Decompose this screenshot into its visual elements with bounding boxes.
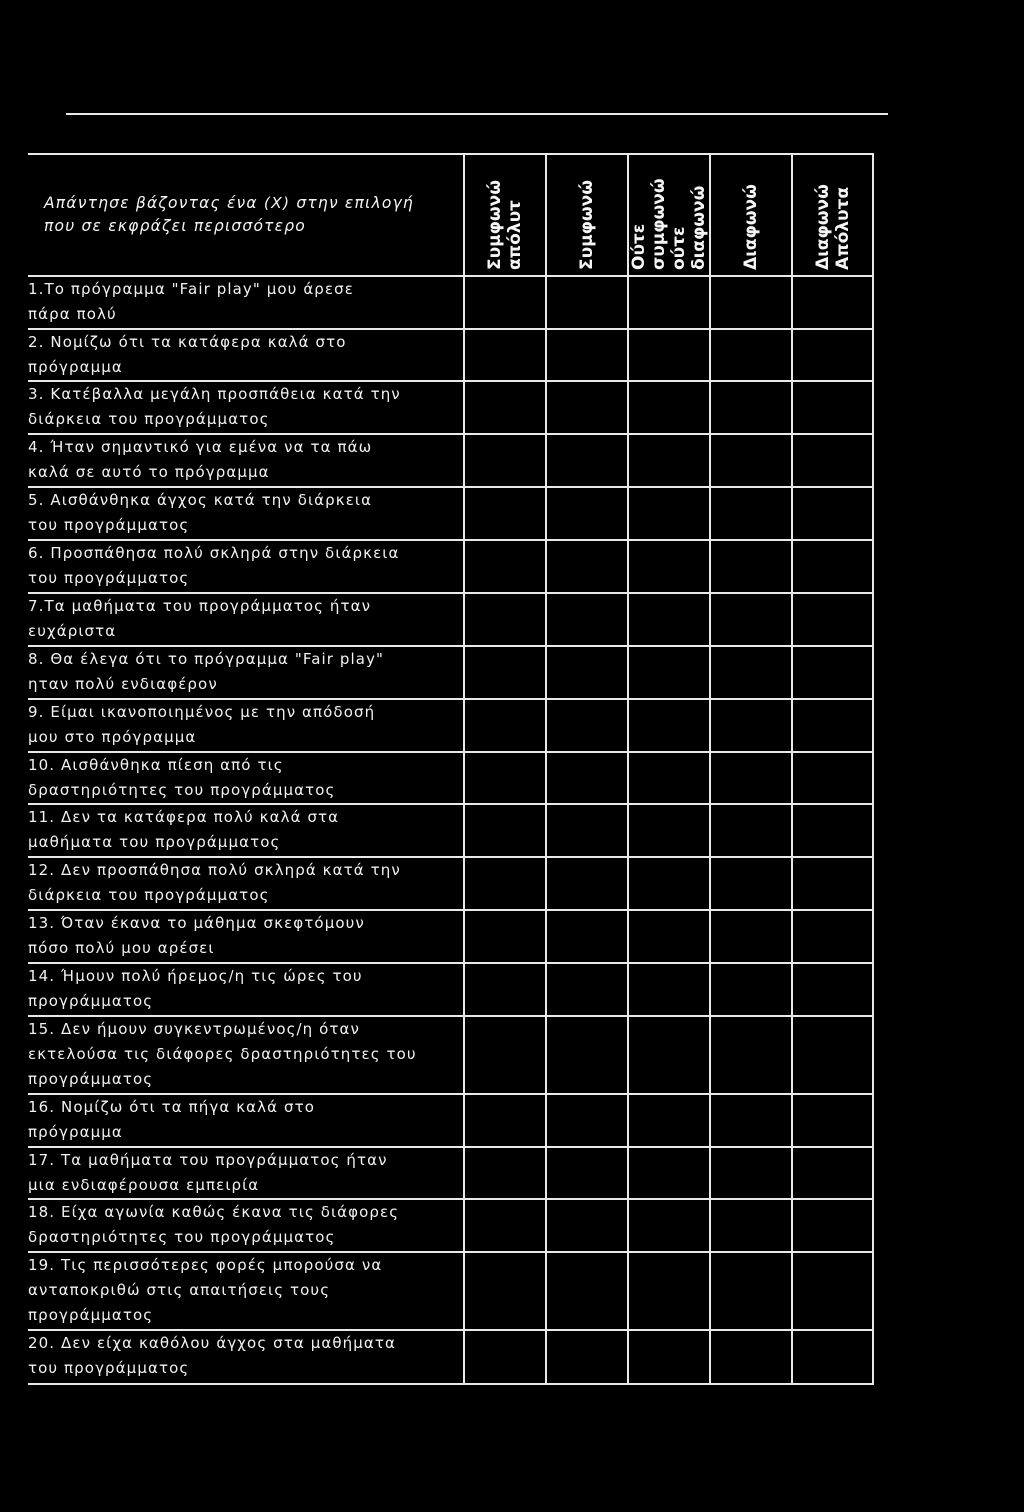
answer-cell-strongly-agree[interactable] [464,1094,546,1147]
question-row [28,963,873,1016]
answer-cell-disagree[interactable] [710,381,792,434]
top-rule [66,113,888,115]
answer-cell-agree[interactable] [546,329,628,381]
answer-cell-agree[interactable] [546,646,628,699]
question-text: 8. Θα έλεγα ότι το πρόγραμμα "Fair play" ηταν πολύ ενδιαφέρον [28,646,464,699]
answer-cell-agree[interactable] [546,593,628,646]
question-row [28,910,873,963]
answer-cell-strongly-agree[interactable] [464,593,546,646]
question-row [28,276,873,329]
answer-cell-strongly-disagree[interactable] [792,804,873,857]
column-header-label: Συμφωνώ [577,179,597,270]
question-text: 13. Όταν έκανα το μάθημα σκεφτόμουν πόσο πολύ μου αρέσει [28,910,464,963]
answer-cell-strongly-agree[interactable] [464,1147,546,1199]
answer-cell-strongly-disagree[interactable] [792,434,873,487]
answer-cell-strongly-disagree[interactable] [792,963,873,1016]
answer-cell-strongly-disagree[interactable] [792,1330,873,1384]
answer-cell-disagree[interactable] [710,857,792,910]
answer-cell-strongly-agree[interactable] [464,487,546,540]
answer-cell-strongly-agree[interactable] [464,1330,546,1384]
answer-cell-agree[interactable] [546,1016,628,1094]
answer-cell-neutral[interactable] [628,1199,710,1252]
question-text: 9. Είμαι ικανοποιημένος με την απόδοσή μου στο πρόγραμμα [28,699,464,752]
column-header-agree [546,154,628,276]
answer-cell-strongly-disagree[interactable] [792,752,873,804]
survey-table-wrapper [28,153,873,1375]
answer-cell-strongly-agree[interactable] [464,752,546,804]
answer-cell-agree[interactable] [546,1147,628,1199]
question-text: 2. Νομίζω ότι τα κατάφερα καλά στο πρόγραμμα [28,329,464,381]
question-row [28,804,873,857]
answer-cell-disagree[interactable] [710,540,792,593]
answer-cell-agree[interactable] [546,910,628,963]
answer-cell-agree[interactable] [546,963,628,1016]
answer-cell-strongly-agree[interactable] [464,381,546,434]
question-row [28,1252,873,1330]
answer-cell-strongly-disagree[interactable] [792,487,873,540]
answer-cell-agree[interactable] [546,540,628,593]
answer-cell-agree[interactable] [546,1094,628,1147]
answer-cell-strongly-agree[interactable] [464,276,546,329]
answer-cell-disagree[interactable] [710,1199,792,1252]
answer-cell-disagree[interactable] [710,646,792,699]
answer-cell-agree[interactable] [546,434,628,487]
answer-cell-disagree[interactable] [710,1016,792,1094]
answer-cell-agree[interactable] [546,857,628,910]
answer-cell-disagree[interactable] [710,910,792,963]
question-text: 18. Είχα αγωνία καθώς έκανα τις διάφορες δραστηριότητες του προγράμματος [28,1199,464,1252]
answer-cell-disagree[interactable] [710,276,792,329]
answer-cell-neutral[interactable] [628,963,710,1016]
question-row [28,646,873,699]
question-row [28,699,873,752]
answer-cell-disagree[interactable] [710,593,792,646]
question-row [28,434,873,487]
question-text: 20. Δεν είχα καθόλου άγχος στα μαθήματα του προγράμματος [28,1330,464,1384]
question-text: 16. Νομίζω ότι τα πήγα καλά στο πρόγραμμα [28,1094,464,1147]
answer-cell-disagree[interactable] [710,329,792,381]
answer-cell-agree[interactable] [546,804,628,857]
answer-cell-neutral[interactable] [628,699,710,752]
answer-cell-neutral[interactable] [628,329,710,381]
answer-cell-disagree[interactable] [710,963,792,1016]
answer-cell-neutral[interactable] [628,1016,710,1094]
question-text: 14. Ήμουν πολύ ήρεμος/η τις ώρες του προγράμματος [28,963,464,1016]
column-header-label: Διαφωνώ Απόλυτα [812,184,853,270]
answer-cell-neutral[interactable] [628,434,710,487]
answer-cell-disagree[interactable] [710,1094,792,1147]
instructions-text: Απάντησε βάζοντας ένα (X) στην επιλογή που σε εκφράζει περισσότερο [44,194,414,235]
answer-cell-agree[interactable] [546,276,628,329]
answer-cell-neutral[interactable] [628,1330,710,1384]
answer-cell-strongly-disagree[interactable] [792,1147,873,1199]
answer-cell-strongly-agree[interactable] [464,910,546,963]
question-text: 10. Αισθάνθηκα πίεση από τις δραστηριότητες του προγράμματος [28,752,464,804]
answer-cell-disagree[interactable] [710,699,792,752]
answer-cell-neutral[interactable] [628,593,710,646]
answer-cell-neutral[interactable] [628,1147,710,1199]
answer-cell-strongly-disagree[interactable] [792,857,873,910]
question-text: 1.Το πρόγραμμα "Fair play" μου άρεσε πάρα πολύ [28,276,464,329]
instructions-cell [28,154,464,276]
answer-cell-neutral[interactable] [628,1094,710,1147]
answer-cell-strongly-disagree[interactable] [792,329,873,381]
answer-cell-strongly-agree[interactable] [464,1016,546,1094]
column-header-strongly-agree [464,154,546,276]
answer-cell-strongly-disagree[interactable] [792,699,873,752]
question-text: 3. Κατέβαλλα μεγάλη προσπάθεια κατά την διάρκεια του προγράμματος [28,381,464,434]
answer-cell-neutral[interactable] [628,540,710,593]
answer-cell-strongly-agree[interactable] [464,434,546,487]
answer-cell-disagree[interactable] [710,434,792,487]
question-row [28,1016,873,1094]
answer-cell-strongly-disagree[interactable] [792,276,873,329]
answer-cell-agree[interactable] [546,1330,628,1384]
answer-cell-strongly-agree[interactable] [464,1252,546,1330]
answer-cell-strongly-agree[interactable] [464,329,546,381]
answer-cell-strongly-disagree[interactable] [792,1016,873,1094]
answer-cell-neutral[interactable] [628,1252,710,1330]
column-header-strongly-disagree [792,154,873,276]
question-row [28,540,873,593]
answer-cell-neutral[interactable] [628,276,710,329]
answer-cell-strongly-disagree[interactable] [792,1199,873,1252]
answer-cell-strongly-agree[interactable] [464,646,546,699]
answer-cell-disagree[interactable] [710,752,792,804]
question-text: 12. Δεν προσπάθησα πολύ σκληρά κατά την διάρκεια του προγράμματος [28,857,464,910]
answer-cell-strongly-disagree[interactable] [792,1252,873,1330]
question-row [28,381,873,434]
question-text: 4. Ήταν σημαντικό για εμένα να τα πάω καλά σε αυτό το πρόγραμμα [28,434,464,487]
answer-cell-strongly-agree[interactable] [464,857,546,910]
question-row [28,752,873,804]
answer-cell-strongly-disagree[interactable] [792,1094,873,1147]
answer-cell-strongly-agree[interactable] [464,540,546,593]
question-row [28,1199,873,1252]
question-row [28,593,873,646]
question-row [28,1147,873,1199]
column-header-disagree [710,154,792,276]
answer-cell-neutral[interactable] [628,487,710,540]
answer-cell-strongly-disagree[interactable] [792,910,873,963]
question-text: 7.Τα μαθήματα του προγράμματος ήταν ευχάριστα [28,593,464,646]
answer-cell-strongly-disagree[interactable] [792,646,873,699]
column-header-label: Ούτε συμφωνώ ούτε διαφωνώ [629,178,709,270]
header-row [28,154,873,276]
column-header-label: Διαφωνώ [741,184,761,270]
question-row [28,487,873,540]
answer-cell-disagree[interactable] [710,1330,792,1384]
question-text: 19. Τις περισσότερες φορές μπορούσα να ανταποκριθώ στις απαιτήσεις τους προγράμματος [28,1252,464,1330]
answer-cell-agree[interactable] [546,381,628,434]
answer-cell-disagree[interactable] [710,804,792,857]
question-row [28,1330,873,1384]
answer-cell-strongly-agree[interactable] [464,699,546,752]
answer-cell-neutral[interactable] [628,752,710,804]
answer-cell-disagree[interactable] [710,1252,792,1330]
answer-cell-strongly-agree[interactable] [464,804,546,857]
answer-cell-agree[interactable] [546,1199,628,1252]
question-row [28,857,873,910]
answer-cell-neutral[interactable] [628,646,710,699]
question-row [28,1094,873,1147]
question-row [28,329,873,381]
answer-cell-strongly-disagree[interactable] [792,381,873,434]
answer-cell-agree[interactable] [546,1252,628,1330]
answer-cell-disagree[interactable] [710,1147,792,1199]
answer-cell-disagree[interactable] [710,487,792,540]
question-text: 17. Τα μαθήματα του προγράμματος ήταν μια ενδιαφέρουσα εμπειρία [28,1147,464,1199]
answer-cell-agree[interactable] [546,487,628,540]
answer-cell-strongly-disagree[interactable] [792,593,873,646]
answer-cell-strongly-agree[interactable] [464,1199,546,1252]
question-text: 6. Προσπάθησα πολύ σκληρά στην διάρκεια του προγράμματος [28,540,464,593]
question-text: 15. Δεν ήμουν συγκεντρωμένος/η όταν εκτελούσα τις διάφορες δραστηριότητες του προγράμματος [28,1016,464,1094]
column-header-label: Συμφωνώ απόλυτ [485,179,525,270]
answer-cell-agree[interactable] [546,752,628,804]
answer-cell-strongly-agree[interactable] [464,963,546,1016]
column-header-neutral [628,154,710,276]
answer-cell-agree[interactable] [546,699,628,752]
survey-table [28,153,874,1385]
question-text: 11. Δεν τα κατάφερα πολύ καλά στα μαθήματα του προγράμματος [28,804,464,857]
answer-cell-neutral[interactable] [628,910,710,963]
answer-cell-neutral[interactable] [628,857,710,910]
answer-cell-strongly-disagree[interactable] [792,540,873,593]
answer-cell-neutral[interactable] [628,381,710,434]
question-text: 5. Αισθάνθηκα άγχος κατά την διάρκεια του προγράμματος [28,487,464,540]
answer-cell-neutral[interactable] [628,804,710,857]
